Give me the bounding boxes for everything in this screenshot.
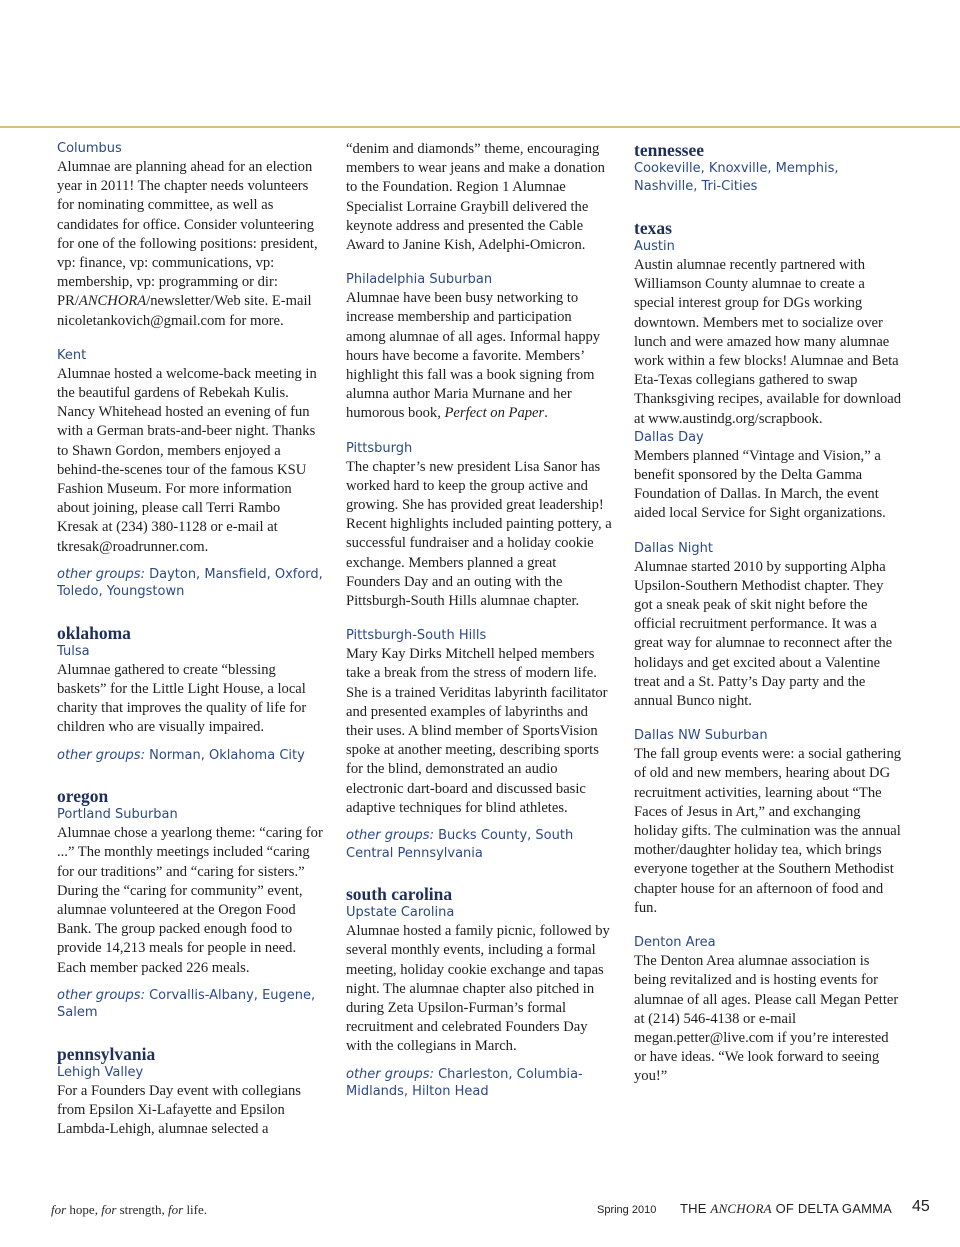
text-run: For a Founders Day event with collegians from Epsilon Xi-Lafayette and Epsilon Lambda-Lehigh, alumnae selected a (57, 1082, 301, 1138)
other-groups (57, 566, 325, 601)
chapter-section (346, 627, 614, 862)
body-paragraph (57, 1082, 325, 1140)
text-run: Alumnae gathered to create “blessing baskets” for the Little Light House, a local charity that improves the quality of life for children who are visually impaired. (57, 661, 307, 736)
chapter-name: Upstate Carolina (346, 905, 455, 921)
chapter-name: Portland Suburban (57, 807, 178, 823)
text-run: “denim and diamonds” theme, encouraging members to wear jeans and make a donation to the Foundation. Region 1 Alumnae Specialist Lorraine Graybill delivered the keynote address and presented the Cable Award to Janine Kish, Adelphi-Omicron. (346, 141, 605, 254)
body-paragraph (346, 645, 614, 818)
state-heading: oregon (57, 786, 109, 807)
magazine-prefix: THE (680, 1201, 711, 1216)
text-run: Members planned “Vintage and Vision,” a benefit sponsored by the Delta Gamma Foundation of Dallas. In March, the event aided local Service for Sight organizations. (634, 447, 886, 522)
column-1 (57, 140, 325, 1139)
state-section (57, 786, 325, 1022)
text-run: The fall group events were: a social gathering of old and new members, hearing about DG recruitment activities, learning about “The Faces of Jesus in Art,” and exchanging holiday gifts. The culmination was the annual mother/daughter holiday tea, which brings everyone together at the Southern Methodist chapter house for an afternoon of food and fun. (634, 746, 902, 916)
other-groups-list: Dayton, Mansfield, Oxford, Toledo, Youngstown (57, 566, 323, 600)
chapter-name: Cookeville, Knoxville, Memphis, Nashville, Tri-Cities (634, 161, 839, 194)
other-groups-label: other groups: (57, 987, 145, 1003)
body-paragraph (634, 952, 902, 1086)
state-heading: south carolina (346, 884, 453, 905)
other-groups-list: Corvallis-Albany, Eugene, Salem (57, 987, 316, 1021)
state-heading: tennessee (634, 140, 704, 160)
text-run: Alumnae started 2010 by supporting Alpha Upsilon-Southern Methodist chapter. They got a sneak peak of skit night before the official recruitment performance. It was a great way for alumnae to reconnect after the holidays and get excited about a Valentine treat and a St. Patty’s Day party and the annual Bunco night. (634, 558, 893, 710)
magazine-name: ANCHORA (710, 1201, 772, 1216)
body-paragraph (346, 289, 614, 423)
chapter-name: Columbus (57, 141, 122, 156)
chapter-section (57, 1064, 325, 1140)
chapter-section (634, 540, 902, 712)
other-groups-list: Bucks County, South Central Pennsylvania (346, 828, 574, 861)
state-section (57, 1044, 325, 1140)
text-run: Alumnae hosted a family picnic, followed by several monthly events, including a formal meeting, holiday cookie exchange and tapas night. The alumnae chapter also pitched in during Zeta Upsilon-Furman’s formal recruitment and celebrated Founders Day with the collegians in March. (346, 923, 610, 1055)
other-groups (346, 1066, 614, 1101)
chapter-name: Kent (57, 347, 87, 363)
chapter-name: Pittsburgh-South Hills (346, 628, 487, 644)
chapter-section (57, 806, 325, 1022)
body-paragraph (57, 365, 325, 557)
chapter-name: Pittsburgh (346, 440, 413, 456)
other-groups-label: other groups: (57, 566, 145, 582)
tagline-part: hope, (66, 1202, 102, 1217)
footer-magazine-title (680, 1201, 892, 1217)
chapter-section (346, 904, 614, 1100)
other-groups-list: Charleston, Columbia-Midlands, Hilton Head (346, 1066, 583, 1100)
text-run: Austin alumnae recently partnered with Williamson County alumnae to create a special interest group for DGs working downtown. Members met to socialize over lunch and were amazed how many alumnae work within a few blocks! Alumnae and Beta Eta-Texas collegians gathered to swap Thanksgiving recipes, available for download at www.austindg.org/scrapbook. (634, 257, 902, 427)
chapter-section (634, 727, 902, 918)
body-paragraph (57, 824, 325, 978)
column-2 (346, 140, 614, 1101)
chapter-name: Dallas Night (634, 540, 713, 556)
column-3 (634, 140, 902, 1103)
chapter-name: Tulsa (57, 643, 90, 659)
chapter-section (634, 238, 902, 429)
chapter-name: Austin (634, 239, 675, 254)
italic-text: ANCHORA (78, 293, 147, 310)
text-run: /newsletter/Web site. E-mail nicoletankovich@gmail.com for more. (57, 293, 312, 329)
footer-tagline (51, 1202, 207, 1218)
body-paragraph (346, 922, 614, 1056)
chapter-name: Denton Area (634, 935, 716, 951)
state-section (634, 218, 902, 429)
text-run: Alumnae have been busy networking to increase membership and participation among alumnae of all ages. Informal happy hours have become a favorite. Members’ highlight this fall was a book signing from alumna author Maria Murnane and her humorous book, (346, 290, 601, 422)
state-section (346, 884, 614, 1100)
tagline-part: strength, (116, 1202, 169, 1217)
chapter-name: Lehigh Valley (57, 1064, 144, 1080)
chapter-section (57, 347, 325, 601)
other-groups (346, 827, 614, 862)
header-rule (0, 126, 960, 128)
body-paragraph (57, 158, 325, 331)
chapter-name: Dallas NW Suburban (634, 728, 768, 744)
chapter-section (634, 429, 902, 524)
text-run: Alumnae are planning ahead for an election year in 2011! The chapter needs volunteers for nominating committee, as well as candidates for office. Consider volunteering for one of the following positions: president, vp: finance, vp: communications, vp: membership, vp: programming or dir: PR/ (57, 159, 318, 310)
tagline-part: for (51, 1202, 67, 1217)
other-groups (57, 987, 325, 1022)
text-run: The Denton Area alumnae association is being revitalized and is hosting events for alumnae of all ages. Please call Megan Petter at (214) 546-4138 or e-mail megan.petter@live.com if you’re interested or have ideas. “We look forward to seeing you!” (634, 953, 899, 1085)
page-number: 45 (912, 1198, 930, 1215)
chapter-section (346, 440, 614, 612)
text-run: Mary Kay Dirks Mitchell helped members take a break from the stress of modern life. She is a trained Veriditas labyrinth facilitator and presented examples of labyrinths and their uses. A blind member of SportsVision spoke at another meeting, describing sports for the blind, demonstrated an audio electronic dart-board and discussed basic adaptive techniques for blind athletes. (346, 646, 608, 816)
tagline-part: for (168, 1202, 184, 1217)
state-heading: pennsylvania (57, 1043, 156, 1064)
continued-section (346, 140, 614, 255)
body-paragraph (57, 661, 325, 738)
state-heading: oklahoma (57, 622, 131, 643)
text-run: Alumnae hosted a welcome-back meeting in the beautiful gardens of Rebekah Kulis. Nancy Whitehead hosted an evening of fun with a German brats-and-beer night. Thanks to Shawn Gordon, members enjoyed a behind-the-scenes tour of the famous KSU Fashion Museum. For more information about joining, please call Terri Rambo Kresak at (234) 380-1128 or e-mail at tkresak@roadrunner.com. (57, 365, 317, 555)
chapter-name: Dallas Day (634, 429, 704, 445)
chapter-section (57, 643, 325, 764)
chapter-section (346, 271, 614, 423)
text-run: The chapter’s new president Lisa Sanor has worked hard to keep the group active and growing. She has provided great leadership! Recent highlights included painting pottery, a successful fundraiser and a holiday cookie exchange. Members planned a great Founders Day and an outing with the Pittsburgh-South Hills alumnae chapter. (346, 458, 612, 610)
state-section (57, 623, 325, 764)
body-paragraph (346, 458, 614, 612)
body-paragraph (634, 745, 902, 918)
tagline-part: for (101, 1202, 117, 1217)
text-run: Alumnae chose a yearlong theme: “caring for ...” The monthly meetings included “caring for our traditions” and “caring for sisters.” During the “caring for community” event, alumnae volunteered at the Oregon Food Bank. The group packed enough food to provide 14,213 meals for people in need. Each member packed 226 meals. (57, 825, 323, 976)
body-paragraph (634, 447, 902, 524)
tagline-part: life. (183, 1202, 208, 1217)
chapter-section (634, 160, 902, 196)
body-paragraph (634, 256, 902, 429)
other-groups-label: other groups: (346, 828, 434, 844)
state-heading: texas (634, 218, 672, 238)
other-groups (57, 747, 325, 765)
magazine-suffix: OF DELTA GAMMA (771, 1201, 893, 1216)
other-groups-label: other groups: (346, 1066, 434, 1082)
body-paragraph (346, 140, 614, 255)
body-paragraph (634, 558, 902, 712)
footer-issue-date: Spring 2010 (597, 1204, 657, 1216)
chapter-section (634, 934, 902, 1086)
state-section (634, 140, 902, 196)
other-groups-list: Norman, Oklahoma City (144, 747, 305, 763)
text-run: . (544, 405, 548, 422)
chapter-name: Philadelphia Suburban (346, 272, 493, 288)
other-groups-label: other groups: (57, 747, 145, 763)
chapter-section (57, 140, 325, 331)
italic-text: Perfect on Paper (444, 405, 545, 422)
